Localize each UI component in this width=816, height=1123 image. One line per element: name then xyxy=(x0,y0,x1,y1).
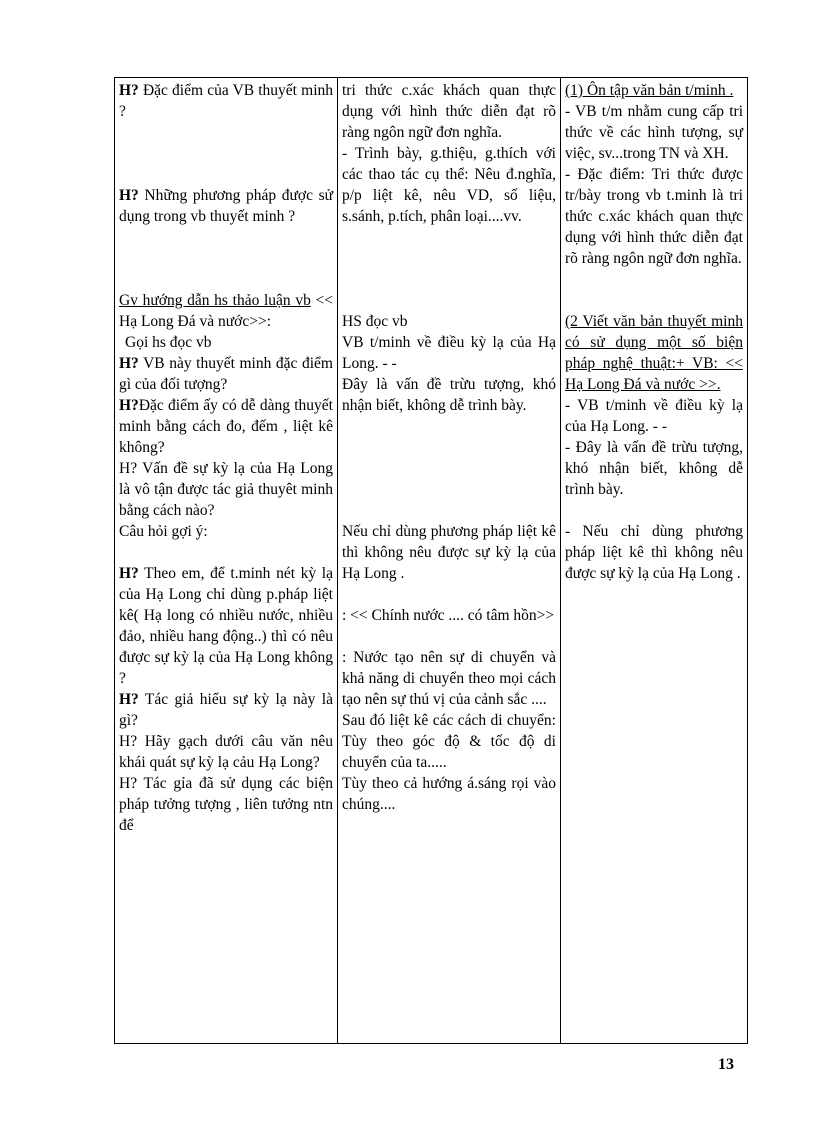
question-text: VB này thuyết minh đặc điểm gì của đối tượng? xyxy=(119,355,333,393)
question-5: H? Vấn đề sự kỳ lạ của Hạ Long là vô tận được tác giả thuyêt minh bằng cách nào? xyxy=(119,460,333,519)
section-1-point-2: - Đặc điểm: Tri thức được tr/bày trong vb t.minh là tri thức c.xác khách quan thực dụng với hình thức diễn đạt rõ ràng ngôn ngữ đơn nghĩa. xyxy=(565,166,743,267)
question-mark: H? xyxy=(119,691,139,708)
answer-6: : << Chính nước .... có tâm hồn>> xyxy=(342,607,555,624)
question-6 xyxy=(119,563,333,689)
answer-1: tri thức c.xác khách quan thực dụng với hình thức diễn đạt rõ ràng ngôn ngữ đơn nghĩa. xyxy=(342,82,556,141)
answer-8: Sau đó liệt kê các cách di chuyển: Tùy theo góc độ & tốc độ di chuyển của ta..... xyxy=(342,712,556,771)
section-2-point-3: - Nếu chỉ dùng phương pháp liệt kê thì không nêu được sự kỳ lạ của Hạ Long . xyxy=(565,523,743,582)
answer-2: - Trình bày, g.thiệu, g.thích với các thao tác cụ thể: Nêu đ.nghĩa, p/p liệt kê, nêu VD, số liệu, s.sánh, p.tích, phân loại....vv. xyxy=(342,145,556,225)
hint-label: Câu hỏi gợi ý: xyxy=(119,523,208,540)
question-mark: H? xyxy=(119,397,139,414)
question-2 xyxy=(119,185,333,227)
page-number: 13 xyxy=(718,1056,734,1073)
question-text: Đặc điểm ấy có dễ dàng thuyết minh bằng cách đo, đếm , liệt kê không? xyxy=(119,397,333,456)
lesson-content-column xyxy=(561,78,748,1044)
question-text: Những phương pháp được sử dụng trong vb thuyết minh ? xyxy=(119,187,333,225)
answer-7: : Nước tạo nên sự di chuyển và khả năng di chuyển theo mọi cách tạo nên sự thú vị của cảnh sắc .... xyxy=(342,649,556,708)
question-8: H? Hãy gạch dưới câu văn nêu khái quát sự kỳ lạ cảu Hạ Long? xyxy=(119,733,333,771)
section-1-title: (1) Ôn tập văn bản t/minh . xyxy=(565,82,734,99)
teacher-guide-underlined: Gv hướng dẫn hs thảo luận vb xyxy=(119,292,311,309)
question-mark: H? xyxy=(119,82,139,99)
table-row xyxy=(115,78,748,1044)
question-mark: H? xyxy=(119,355,139,372)
answer-5: Nếu chỉ dùng phương pháp liệt kê thì không nêu được sự kỳ lạ của Hạ Long . xyxy=(342,523,556,582)
student-read: HS đọc vb xyxy=(342,313,408,330)
teacher-guide-text: << Hạ Long Đá và nước>>: xyxy=(119,292,333,330)
question-mark: H? xyxy=(119,565,139,582)
teacher-questions-column xyxy=(115,78,338,1044)
section-2-point-2: - Đây là vấn đề trừu tượng, khó nhận biết, không dễ trình bày. xyxy=(565,439,743,498)
question-1 xyxy=(119,80,333,122)
teacher-guide xyxy=(119,290,333,332)
section-1-point-1: - VB t/m nhằm cung cấp tri thức về các hình tượng, sự việc, sv...trong TN và XH. xyxy=(565,103,743,162)
question-7 xyxy=(119,689,333,731)
question-3 xyxy=(119,353,333,395)
answer-3: VB t/minh về điều kỳ lạ của Hạ Long. - - xyxy=(342,334,556,372)
student-answers-column xyxy=(338,78,561,1044)
section-2-title: (2 Viết văn bản thuyết minh có sử dụng một số biện pháp nghệ thuật:+ VB: << Hạ Long Đá và nước >>. xyxy=(565,313,743,393)
answer-4: Đây là vấn đề trừu tượng, khó nhận biết, không dễ trình bày. xyxy=(342,376,556,414)
section-2-point-1: - VB t/minh về điều kỳ lạ của Hạ Long. - - xyxy=(565,397,743,435)
question-text: Đặc điểm của VB thuyết minh ? xyxy=(119,82,333,120)
question-9: H? Tác gỉa đã sử dụng các biện pháp tưởng tượng , liên tưởng ntn để xyxy=(119,775,333,834)
question-mark: H? xyxy=(119,187,139,204)
question-text: Theo em, để t.minh nét kỳ lạ của Hạ Long chỉ dùng p.pháp liệt kê( Hạ long có nhiều nước, nhiều đảo, nhiều hang động..) thì có nêu được sự kỳ lạ của Hạ Long không ? xyxy=(119,565,333,687)
call-student-read: Gọi hs đọc vb xyxy=(125,334,212,351)
answer-9: Tùy theo cả hướng á.sáng rọi vào chúng.... xyxy=(342,775,556,813)
lesson-table xyxy=(114,77,748,1044)
question-text: Tác giả hiểu sự kỳ lạ này là gì? xyxy=(119,691,333,729)
question-4 xyxy=(119,395,333,458)
